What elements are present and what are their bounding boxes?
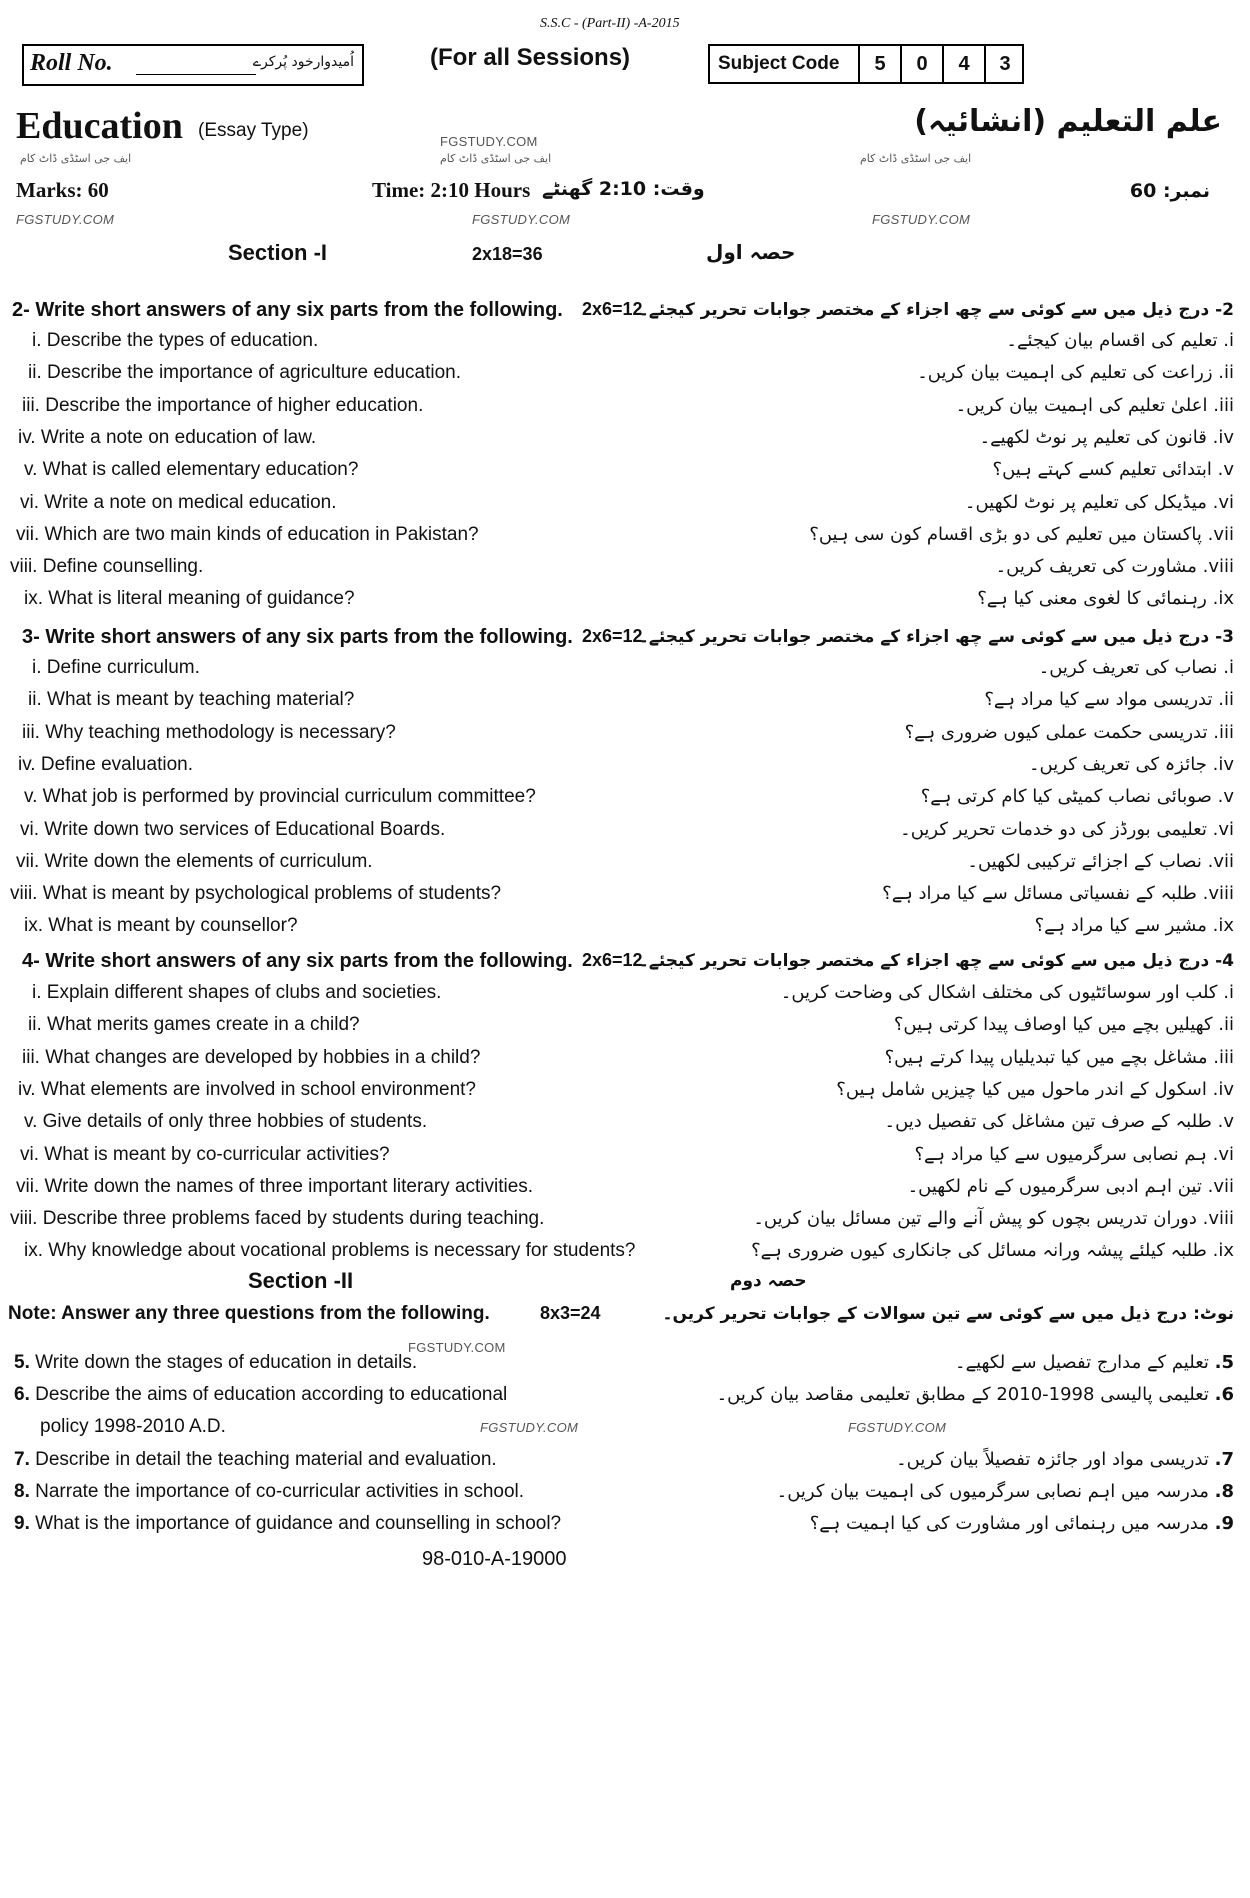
short-question-item <box>32 657 200 679</box>
note-english: Note: Answer any three questions from the following. <box>8 1303 490 1324</box>
short-question-item-urdu <box>753 1208 1234 1229</box>
item-number: ii. <box>28 1014 42 1035</box>
long-question-continued: policy 1998-2010 A.D. <box>40 1416 226 1437</box>
item-text-urdu: اسکول کے اندر ماحول میں کیا چیزیں شامل ہیں؟ <box>836 1079 1207 1100</box>
roll-no-label: Roll No. <box>30 50 113 76</box>
short-question-item-urdu <box>1035 915 1234 936</box>
item-number: v. <box>1217 1111 1234 1132</box>
short-question-item <box>16 524 479 546</box>
short-question-item-urdu <box>967 851 1234 872</box>
short-question-item <box>10 556 203 578</box>
item-number: v. <box>1217 459 1234 480</box>
item-text-urdu: مشاورت کی تعریف کریں۔ <box>995 556 1197 577</box>
short-question-item-urdu <box>900 819 1234 840</box>
item-number: ix. <box>1212 588 1234 609</box>
item-text: What merits games create in a child? <box>47 1014 360 1035</box>
item-text-urdu: اعلیٰ تعلیم کی اہمیت بیان کریں۔ <box>955 395 1208 416</box>
section-2-title: Section -II <box>248 1268 354 1293</box>
short-question-item-urdu <box>905 722 1234 743</box>
item-text-urdu: قانون کی تعلیم پر نوٹ لکھیے۔ <box>979 427 1207 448</box>
watermark: FGSTUDY.COM <box>16 212 115 227</box>
item-text-urdu: تعلیمی بورڈز کی دو خدمات تحریر کریں۔ <box>900 819 1207 840</box>
item-number: vi. <box>20 819 39 840</box>
short-question-item <box>22 1047 480 1069</box>
item-text-urdu: رہنمائی کا لغوی معنی کیا ہے؟ <box>977 588 1207 609</box>
short-question-item <box>28 1014 360 1036</box>
watermark-urdu: ایف جی اسٹڈی ڈاٹ کام <box>860 152 972 165</box>
item-number: viii. <box>10 883 38 904</box>
item-text: Write a note on education of law. <box>40 427 317 448</box>
long-question: 8. Narrate the importance of co-curricular activities in school. <box>14 1481 525 1502</box>
item-text-urdu: پاکستان میں تعلیم کی دو بڑی اقسام کون سی ہیں؟ <box>809 524 1202 545</box>
item-text-urdu: کلب اور سوسائٹیوں کی مختلف اشکال کی وضاحت کریں۔ <box>780 982 1218 1003</box>
short-question-item <box>28 362 461 384</box>
short-question-item-urdu <box>908 1176 1234 1197</box>
item-number: i. <box>32 657 42 678</box>
short-question-item-urdu <box>885 1111 1234 1132</box>
short-question-item-urdu <box>1029 754 1234 775</box>
short-question-item-urdu <box>894 1014 1234 1035</box>
item-text-urdu: تدریسی مواد سے کیا مراد ہے؟ <box>984 689 1213 710</box>
short-question-item <box>10 883 501 905</box>
item-number: i. <box>32 330 42 351</box>
item-number: ix. <box>24 588 43 609</box>
section-1-urdu: حصہ اول <box>706 240 796 264</box>
item-number: iii. <box>22 395 40 416</box>
item-number: viii. <box>10 556 38 577</box>
item-number: ix. <box>1212 915 1234 936</box>
subject-code-digit: 0 <box>900 46 942 82</box>
short-question-item <box>10 1208 544 1230</box>
short-question-item-urdu <box>917 362 1234 383</box>
short-question-item <box>20 819 445 841</box>
item-number: iii. <box>22 722 40 743</box>
item-number: vi. <box>1212 492 1234 513</box>
item-text-urdu: مشاغل بچے میں کیا تبدیلیاں پیدا کرتے ہیں؟ <box>884 1047 1208 1068</box>
item-number: viii. <box>1202 1208 1234 1229</box>
item-text: Why knowledge about vocational problems is necessary for students? <box>48 1240 636 1261</box>
short-question-item <box>20 1144 390 1166</box>
section-1-title: Section -I <box>228 240 328 265</box>
watermark: FGSTUDY.COM <box>440 134 538 149</box>
short-question-item-urdu <box>781 982 1234 1003</box>
subject-code-label: Subject Code <box>718 53 840 74</box>
paper-code: S.S.C - (Part-II) -A-2015 <box>540 16 680 31</box>
item-text: Give details of only three hobbies of students. <box>42 1111 428 1132</box>
q4-marks: 2x6=12 <box>582 950 643 970</box>
short-question-item <box>24 588 355 610</box>
q2-marks: 2x6=12 <box>582 299 643 319</box>
item-text: Define curriculum. <box>46 657 200 678</box>
short-question-item-urdu <box>809 524 1234 545</box>
item-text-urdu: زراعت کی تعلیم کی اہمیت بیان کریں۔ <box>917 362 1213 383</box>
item-number: ii. <box>1218 1014 1234 1035</box>
footer-code: 98-010-A-19000 <box>422 1548 567 1570</box>
item-text: What job is performed by provincial curriculum committee? <box>42 786 536 807</box>
item-text-urdu: تین اہم ادبی سرگرمیوں کے نام لکھیں۔ <box>907 1176 1202 1197</box>
item-number: vii. <box>1207 1176 1234 1197</box>
item-number: i. <box>1223 657 1234 678</box>
long-question: 7. Describe in detail the teaching material and evaluation. <box>14 1449 497 1470</box>
roll-no-urdu: اُمیدوارخود پُرکرے <box>252 54 354 70</box>
item-text-urdu: نصاب کی تعریف کریں۔ <box>1038 657 1218 678</box>
q3-heading: 3- Write short answers of any six parts from the following. <box>22 626 573 648</box>
short-question-item-urdu <box>1006 330 1234 351</box>
short-question-item-urdu <box>885 1047 1234 1068</box>
time-urdu: وقت: 2:10 گھنٹے <box>542 178 705 200</box>
item-text: Describe the importance of agriculture education. <box>47 362 462 383</box>
item-number: v. <box>24 1111 38 1132</box>
item-text: What is meant by teaching material? <box>47 689 355 710</box>
section-1-marks: 2x18=36 <box>472 244 543 264</box>
item-text: Write down the elements of curriculum. <box>44 851 373 872</box>
item-number: vi. <box>1212 819 1234 840</box>
item-number: i. <box>1223 330 1234 351</box>
subject-code-box <box>708 44 1024 84</box>
item-number: iii. <box>22 1047 40 1068</box>
item-number: ix. <box>1212 1240 1234 1261</box>
watermark-urdu: ایف جی اسٹڈی ڈاٹ کام <box>440 152 552 165</box>
item-text: What changes are developed by hobbies in a child? <box>45 1047 481 1068</box>
item-number: i. <box>32 982 42 1003</box>
marks-english: Marks: 60 <box>16 178 109 202</box>
item-number: viii. <box>1202 556 1234 577</box>
q3-marks: 2x6=12 <box>582 626 643 646</box>
q3-heading-urdu: 3- درج ذیل میں سے کوئی سے چھ اجزاء کے مختصر جوابات تحریر کیجئے۔ <box>638 627 1234 647</box>
short-question-item <box>18 754 193 776</box>
q4-heading-urdu: 4- درج ذیل میں سے کوئی سے چھ اجزاء کے مختصر جوابات تحریر کیجئے۔ <box>638 951 1234 971</box>
item-number: ix. <box>24 915 43 936</box>
short-question-item-urdu <box>984 689 1234 710</box>
item-number: vi. <box>1212 1144 1234 1165</box>
item-text-urdu: طلبہ کیلئے پیشہ ورانہ مسائل کی جانکاری کیوں ضروری ہے؟ <box>751 1240 1207 1261</box>
item-text: What is meant by co-curricular activities? <box>44 1144 390 1165</box>
item-number: iv. <box>1212 427 1234 448</box>
title-type: (Essay Type) <box>198 120 309 141</box>
short-question-item-urdu <box>836 1079 1234 1100</box>
item-number: iv. <box>18 427 36 448</box>
long-question: 6. Describe the aims of education according to educational <box>14 1384 508 1405</box>
watermark: FGSTUDY.COM <box>408 1340 506 1355</box>
item-number: iv. <box>1212 754 1234 775</box>
item-number: ii. <box>1218 362 1234 383</box>
short-question-item <box>24 786 536 808</box>
short-question-item-urdu <box>996 556 1234 577</box>
long-question-urdu: 6. تعلیمی پالیسی 1998-2010 کے مطابق تعلیمی مقاصد بیان کریں۔ <box>716 1384 1234 1405</box>
q2-heading: 2- Write short answers of any six parts from the following. <box>12 299 563 321</box>
item-number: iii. <box>1213 1047 1234 1068</box>
section-2-urdu: حصہ دوم <box>730 1271 807 1291</box>
short-question-item-urdu <box>980 427 1234 448</box>
item-number: iv. <box>1212 1079 1234 1100</box>
note-urdu: نوٹ: درج ذیل میں سے کوئی سے تین سوالات کے جوابات تحریر کریں۔ <box>662 1304 1234 1324</box>
item-text: What elements are involved in school environment? <box>40 1079 476 1100</box>
short-question-item-urdu <box>914 1144 1234 1165</box>
item-number: viii. <box>10 1208 38 1229</box>
short-question-item-urdu <box>977 588 1234 609</box>
short-question-item <box>32 330 318 352</box>
item-number: iii. <box>1213 722 1234 743</box>
item-text: What is meant by counsellor? <box>48 915 298 936</box>
item-text-urdu: جائزہ کی تعریف کریں۔ <box>1029 754 1207 775</box>
short-question-item <box>32 982 441 1004</box>
subject-code-digit: 3 <box>984 46 1024 82</box>
note-marks: 8x3=24 <box>540 1303 601 1323</box>
long-question: 5. Write down the stages of education in details. <box>14 1352 418 1373</box>
item-text: Define evaluation. <box>40 754 193 775</box>
short-question-item <box>18 1079 476 1101</box>
short-question-item <box>16 851 373 873</box>
roll-no-line <box>136 74 256 75</box>
item-text-urdu: تدریسی حکمت عملی کیوں ضروری ہے؟ <box>904 722 1208 743</box>
subject-code-digit: 5 <box>858 46 900 82</box>
item-number: ix. <box>24 1240 43 1261</box>
short-question-item <box>20 492 337 514</box>
item-number: i. <box>1223 982 1234 1003</box>
watermark: FGSTUDY.COM <box>480 1420 579 1435</box>
item-text: Describe the importance of higher education. <box>45 395 424 416</box>
short-question-item <box>28 689 354 711</box>
item-text: Write down the names of three important literary activities. <box>44 1176 534 1197</box>
item-text: What is meant by psychological problems of students? <box>42 883 502 904</box>
long-question-urdu: 9. مدرسہ میں رہنمائی اور مشاورت کی کیا اہمیت ہے؟ <box>809 1513 1234 1534</box>
item-text-urdu: کھیلیں بچے میں کیا اوصاف پیدا کرتی ہیں؟ <box>893 1014 1213 1035</box>
roll-no-box <box>22 44 364 86</box>
watermark: FGSTUDY.COM <box>472 212 571 227</box>
item-text-urdu: تعلیم کی اقسام بیان کیجئے۔ <box>1006 330 1218 351</box>
short-question-item-urdu <box>921 786 1234 807</box>
short-question-item-urdu <box>882 883 1234 904</box>
q4-heading: 4- Write short answers of any six parts from the following. <box>22 950 573 972</box>
short-question-item <box>22 722 396 744</box>
long-question-urdu: 5. تعلیم کے مدارج تفصیل سے لکھیے۔ <box>955 1352 1234 1373</box>
q2-heading-urdu: 2- درج ذیل میں سے کوئی سے چھ اجزاء کے مختصر جوابات تحریر کیجئے۔ <box>638 300 1234 320</box>
item-number: vii. <box>1207 524 1234 545</box>
item-number: iii. <box>1213 395 1234 416</box>
item-number: ii. <box>28 689 42 710</box>
item-text: What is called elementary education? <box>42 459 359 480</box>
short-question-item-urdu <box>956 395 1234 416</box>
short-question-item-urdu <box>751 1240 1234 1261</box>
item-text-urdu: ہم نصابی سرگرمیوں سے کیا مراد ہے؟ <box>914 1144 1207 1165</box>
item-text: Write a note on medical education. <box>44 492 337 513</box>
item-text-urdu: نصاب کے اجزائے ترکیبی لکھیں۔ <box>967 851 1202 872</box>
item-text: Why teaching methodology is necessary? <box>45 722 396 743</box>
title-urdu: علم التعلیم (انشائیہ) <box>914 104 1222 139</box>
item-text-urdu: ابتدائی تعلیم کسے کہتے ہیں؟ <box>992 459 1212 480</box>
marks-urdu: نمبر: 60 <box>1129 180 1210 202</box>
short-question-item <box>24 1111 427 1133</box>
watermark-urdu: ایف جی اسٹڈی ڈاٹ کام <box>20 152 132 165</box>
item-number: ii. <box>28 362 42 383</box>
item-number: vii. <box>16 851 40 872</box>
item-number: v. <box>24 786 38 807</box>
item-text-urdu: میڈیکل کی تعلیم پر نوٹ لکھیں۔ <box>964 492 1207 513</box>
watermark: FGSTUDY.COM <box>848 1420 947 1435</box>
item-text: Describe three problems faced by students during teaching. <box>42 1208 545 1229</box>
item-text: Define counselling. <box>42 556 204 577</box>
watermark: FGSTUDY.COM <box>872 212 971 227</box>
short-question-item-urdu <box>965 492 1234 513</box>
item-number: vii. <box>16 1176 40 1197</box>
item-text: What is literal meaning of guidance? <box>48 588 355 609</box>
short-question-item <box>24 915 298 937</box>
long-question-urdu: 7. تدریسی مواد اور جائزہ تفصیلاً بیان کریں۔ <box>896 1449 1234 1470</box>
item-text: Write down two services of Educational Boards. <box>44 819 446 840</box>
item-text: Describe the types of education. <box>46 330 319 351</box>
item-number: v. <box>24 459 38 480</box>
item-text-urdu: صوبائی نصاب کمیٹی کیا کام کرتی ہے؟ <box>920 786 1212 807</box>
item-text-urdu: مشیر سے کیا مراد ہے؟ <box>1034 915 1207 936</box>
item-number: viii. <box>1202 883 1234 904</box>
title-english: Education <box>16 105 183 147</box>
short-question-item-urdu <box>993 459 1234 480</box>
long-question: 9. What is the importance of guidance and counselling in school? <box>14 1513 562 1534</box>
item-number: vi. <box>20 1144 39 1165</box>
item-number: v. <box>1217 786 1234 807</box>
item-number: vii. <box>16 524 40 545</box>
item-number: iv. <box>18 1079 36 1100</box>
short-question-item <box>22 395 423 417</box>
item-text: Which are two main kinds of education in Pakistan? <box>44 524 479 545</box>
long-question-urdu: 8. مدرسہ میں اہم نصابی سرگرمیوں کی اہمیت بیان کریں۔ <box>776 1481 1234 1502</box>
item-text-urdu: طلبہ کے صرف تین مشاغل کی تفصیل دیں۔ <box>884 1111 1212 1132</box>
short-question-item-urdu <box>1039 657 1234 678</box>
item-number: iv. <box>18 754 36 775</box>
short-question-item <box>24 1240 635 1262</box>
item-number: ii. <box>1218 689 1234 710</box>
item-text-urdu: طلبہ کے نفسیاتی مسائل سے کیا مراد ہے؟ <box>882 883 1197 904</box>
short-question-item <box>24 459 358 481</box>
short-question-item <box>16 1176 533 1198</box>
item-text: Explain different shapes of clubs and societies. <box>46 982 442 1003</box>
item-number: vi. <box>20 492 39 513</box>
time-english: Time: 2:10 Hours <box>372 178 531 202</box>
subject-code-digit: 4 <box>942 46 984 82</box>
item-number: vii. <box>1207 851 1234 872</box>
sessions-label: (For all Sessions) <box>430 44 631 71</box>
short-question-item <box>18 427 316 449</box>
item-text-urdu: دوران تدریس بچوں کو پیش آنے والے تین مسائل بیان کریں۔ <box>753 1208 1197 1229</box>
